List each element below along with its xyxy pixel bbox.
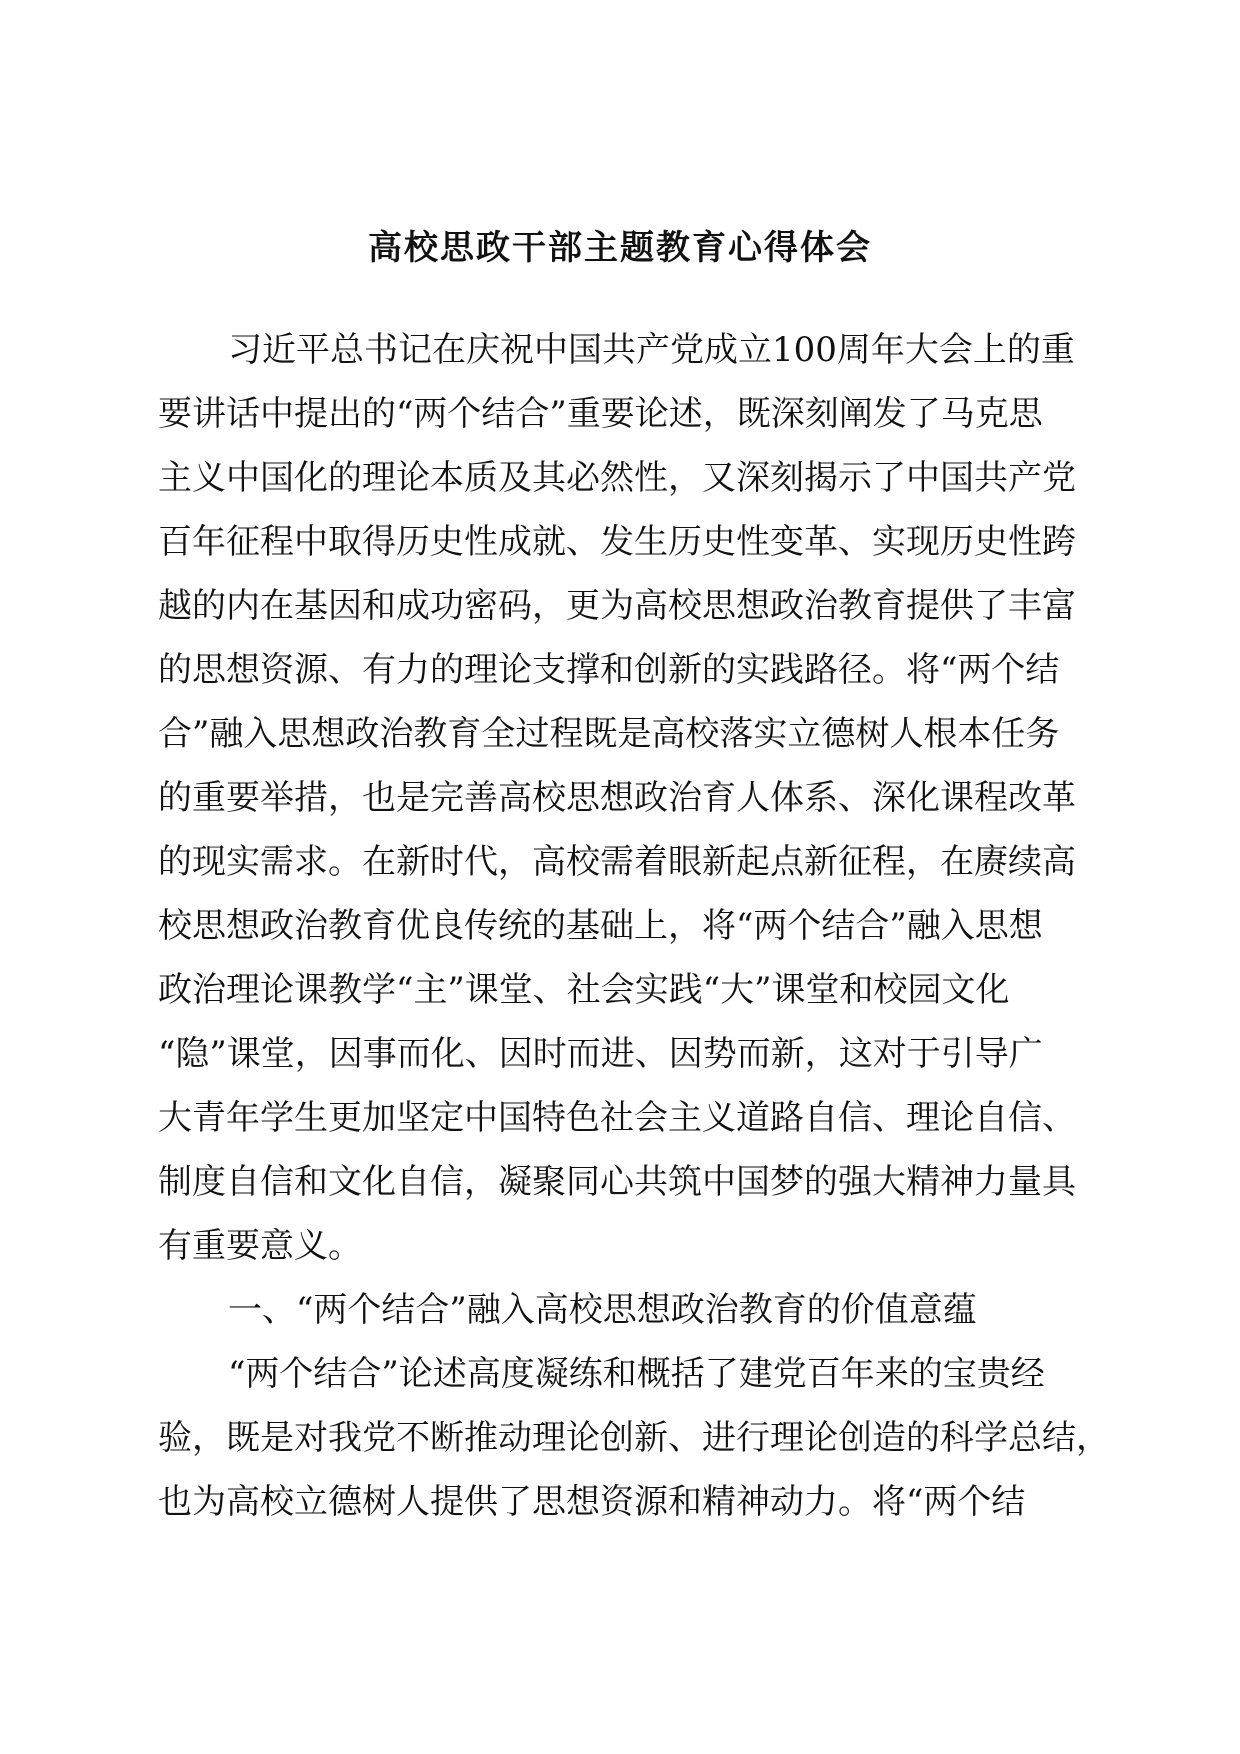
paragraph-line: 有重要意义。	[158, 1226, 362, 1266]
paragraph-line: 的思想资源、有力的理论支撑和创新的实践路径。将“两个结	[158, 650, 1060, 690]
paragraph-line: 主义中国化的理论本质及其必然性，又深刻揭示了中国共产党	[158, 458, 1076, 498]
paragraph-line: “两个结合”论述高度凝练和概括了建党百年来的宝贵经	[228, 1354, 1045, 1394]
paragraph-line: 的现实需求。在新时代，高校需着眼新起点新征程，在赓续高	[158, 842, 1076, 882]
section-heading: 一、“两个结合”融入高校思想政治教育的价值意蕴	[228, 1290, 977, 1330]
paragraph-line: 大青年学生更加坚定中国特色社会主义道路自信、理论自信、	[158, 1098, 1076, 1138]
paragraph-line: 合”融入思想政治教育全过程既是高校落实立德树人根本任务	[158, 714, 1060, 754]
paragraph-line: 政治理论课教学“主”课堂、社会实践“大”课堂和校园文化	[158, 970, 1010, 1010]
paragraph-line: 校思想政治教育优良传统的基础上，将“两个结合”融入思想	[158, 906, 1043, 946]
paragraph-line: 百年征程中取得历史性成就、发生历史性变革、实现历史性跨	[158, 522, 1076, 562]
paragraph-line: 习近平总书记在庆祝中国共产党成立100周年大会上的重	[228, 330, 1075, 370]
paragraph-line: 的重要举措，也是完善高校思想政治育人体系、深化课程改革	[158, 778, 1076, 818]
paragraph-line: 越的内在基因和成功密码，更为高校思想政治教育提供了丰富	[158, 586, 1076, 626]
document-title: 高校思政干部主题教育心得体会	[368, 228, 872, 268]
document-body	[158, 318, 1110, 1534]
paragraph-line: “隐”课堂，因事而化、因时而进、因势而新，这对于引导广	[158, 1034, 1043, 1074]
paragraph-line: 也为高校立德树人提供了思想资源和精神动力。将“两个结	[158, 1482, 1026, 1522]
paragraph-line: 制度自信和文化自信，凝聚同心共筑中国梦的强大精神力量具	[158, 1162, 1076, 1202]
paragraph-line: 要讲话中提出的“两个结合”重要论述，既深刻阐发了马克思	[158, 394, 1043, 434]
paragraph-line: 验，既是对我党不断推动理论创新、进行理论创造的科学总结，	[158, 1418, 1110, 1458]
